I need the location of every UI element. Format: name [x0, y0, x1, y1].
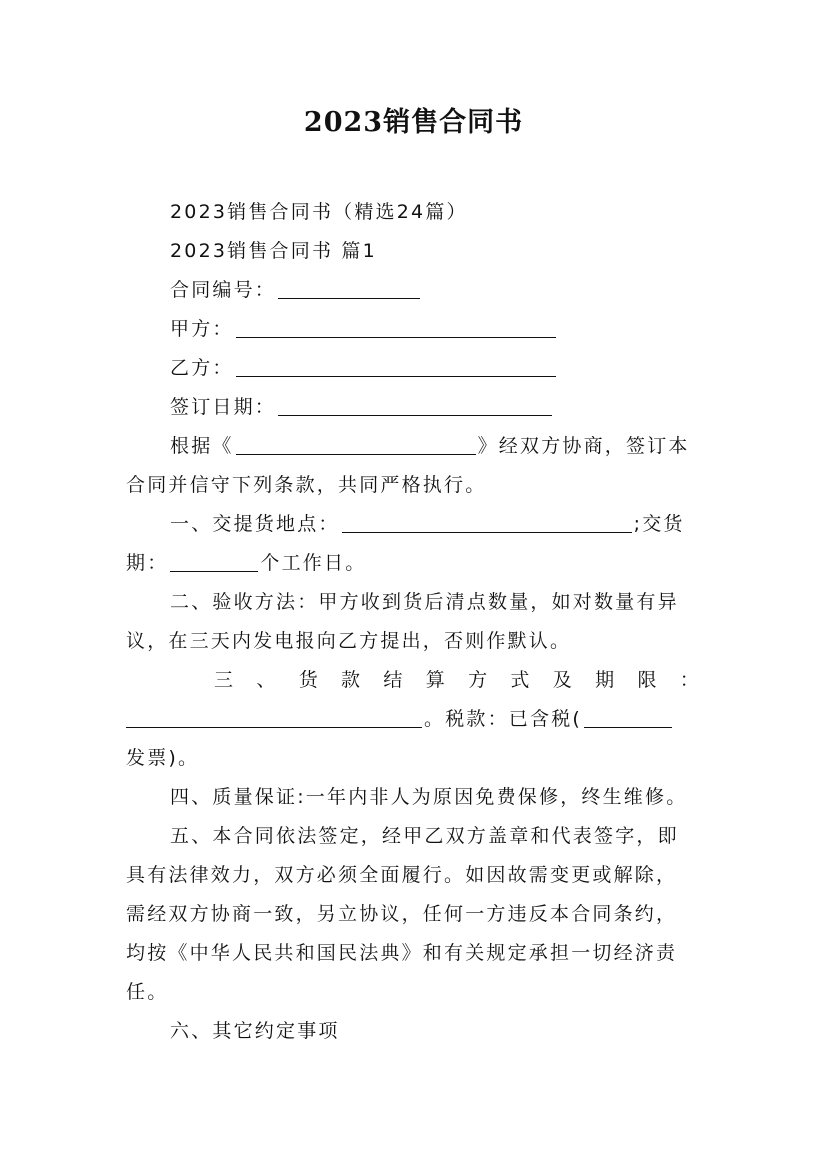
clause2-line1: 二、验收方法：甲方收到货后清点数量，如对数量有异: [170, 591, 679, 613]
clause2-line2: 议，在三天内发电报向乙方提出，否则作默认。: [126, 630, 572, 652]
clause3-char: 限: [637, 669, 659, 691]
clause3-char: 结: [383, 669, 405, 691]
clause3-line1: [126, 667, 701, 693]
clause5-line3: 需经双方协商一致，另立协议，任何一方违反本合同条约，: [126, 903, 678, 925]
clause3-char: 三: [214, 669, 236, 691]
sign-date-blank: [278, 396, 552, 416]
clause5-line2: 具有法律效力，双方必须全面履行。如因故需变更或解除，: [126, 864, 678, 886]
clause3-text-a: 。税款：已含税(: [424, 708, 583, 730]
clause3-char: 期: [595, 669, 617, 691]
party-a-label: 甲方：: [170, 318, 234, 340]
clause3-char: 方: [468, 669, 490, 691]
sign-date-label: 签订日期：: [170, 396, 277, 418]
document-title: 2023销售合同书: [303, 107, 524, 138]
clause3-char: 式: [510, 669, 532, 691]
intro-paragraph-line2: 合同并信守下列条款，共同严格执行。: [126, 474, 487, 496]
intro-text-b: 》经双方协商，签订本: [477, 435, 690, 457]
clause1-text-a: 一、交提货地点：: [170, 513, 340, 535]
clause3-line3: 发票)。: [126, 747, 200, 769]
clause3-char: 货: [298, 669, 320, 691]
party-a-field: [170, 316, 558, 342]
clause4-line1: 四、质量保证:一年内非人为原因免费保修，终生维修。: [170, 786, 688, 808]
clause5-line1: 五、本合同依法签定，经甲乙双方盖章和代表签字，即: [170, 825, 679, 847]
payment-terms-blank: [126, 708, 422, 728]
clause5-line4: 均按《中华人民共和国民法典》和有关规定承担一切经济责: [126, 942, 678, 964]
document-subtitle: 2023销售合同书（精选24篇）: [170, 201, 468, 223]
contract-number-label: 合同编号：: [170, 279, 277, 301]
invoice-type-blank: [584, 708, 672, 728]
clause5-line5: 任。: [126, 981, 169, 1003]
party-b-label: 乙方：: [170, 357, 234, 379]
party-b-field: [170, 355, 558, 381]
contract-number-field: [170, 277, 422, 303]
clause3-line2: [126, 706, 674, 732]
chapter-heading: 2023销售合同书 篇1: [170, 240, 377, 262]
clause3-char: 及: [552, 669, 574, 691]
clause3-char: ：: [679, 669, 701, 691]
clause1-text-c: 期：: [126, 552, 169, 574]
delivery-days-blank: [170, 552, 258, 572]
intro-blank: [236, 435, 476, 455]
intro-paragraph-line1: [170, 433, 690, 459]
clause1-line1: [170, 511, 685, 537]
clause3-char: 、: [256, 669, 278, 691]
clause1-line2: [126, 550, 366, 576]
clause3-char: 款: [341, 669, 363, 691]
contract-number-blank: [278, 279, 420, 299]
party-a-blank: [236, 318, 556, 338]
sign-date-field: [170, 394, 554, 420]
party-b-blank: [236, 357, 556, 377]
delivery-place-blank: [342, 513, 632, 533]
clause3-char: 算: [425, 669, 447, 691]
clause6-line1: 六、其它约定事项: [170, 1020, 340, 1042]
clause1-text-b: ;交货: [633, 513, 685, 535]
intro-text-a: 根据《: [170, 435, 234, 457]
clause1-text-d: 个工作日。: [260, 552, 367, 574]
